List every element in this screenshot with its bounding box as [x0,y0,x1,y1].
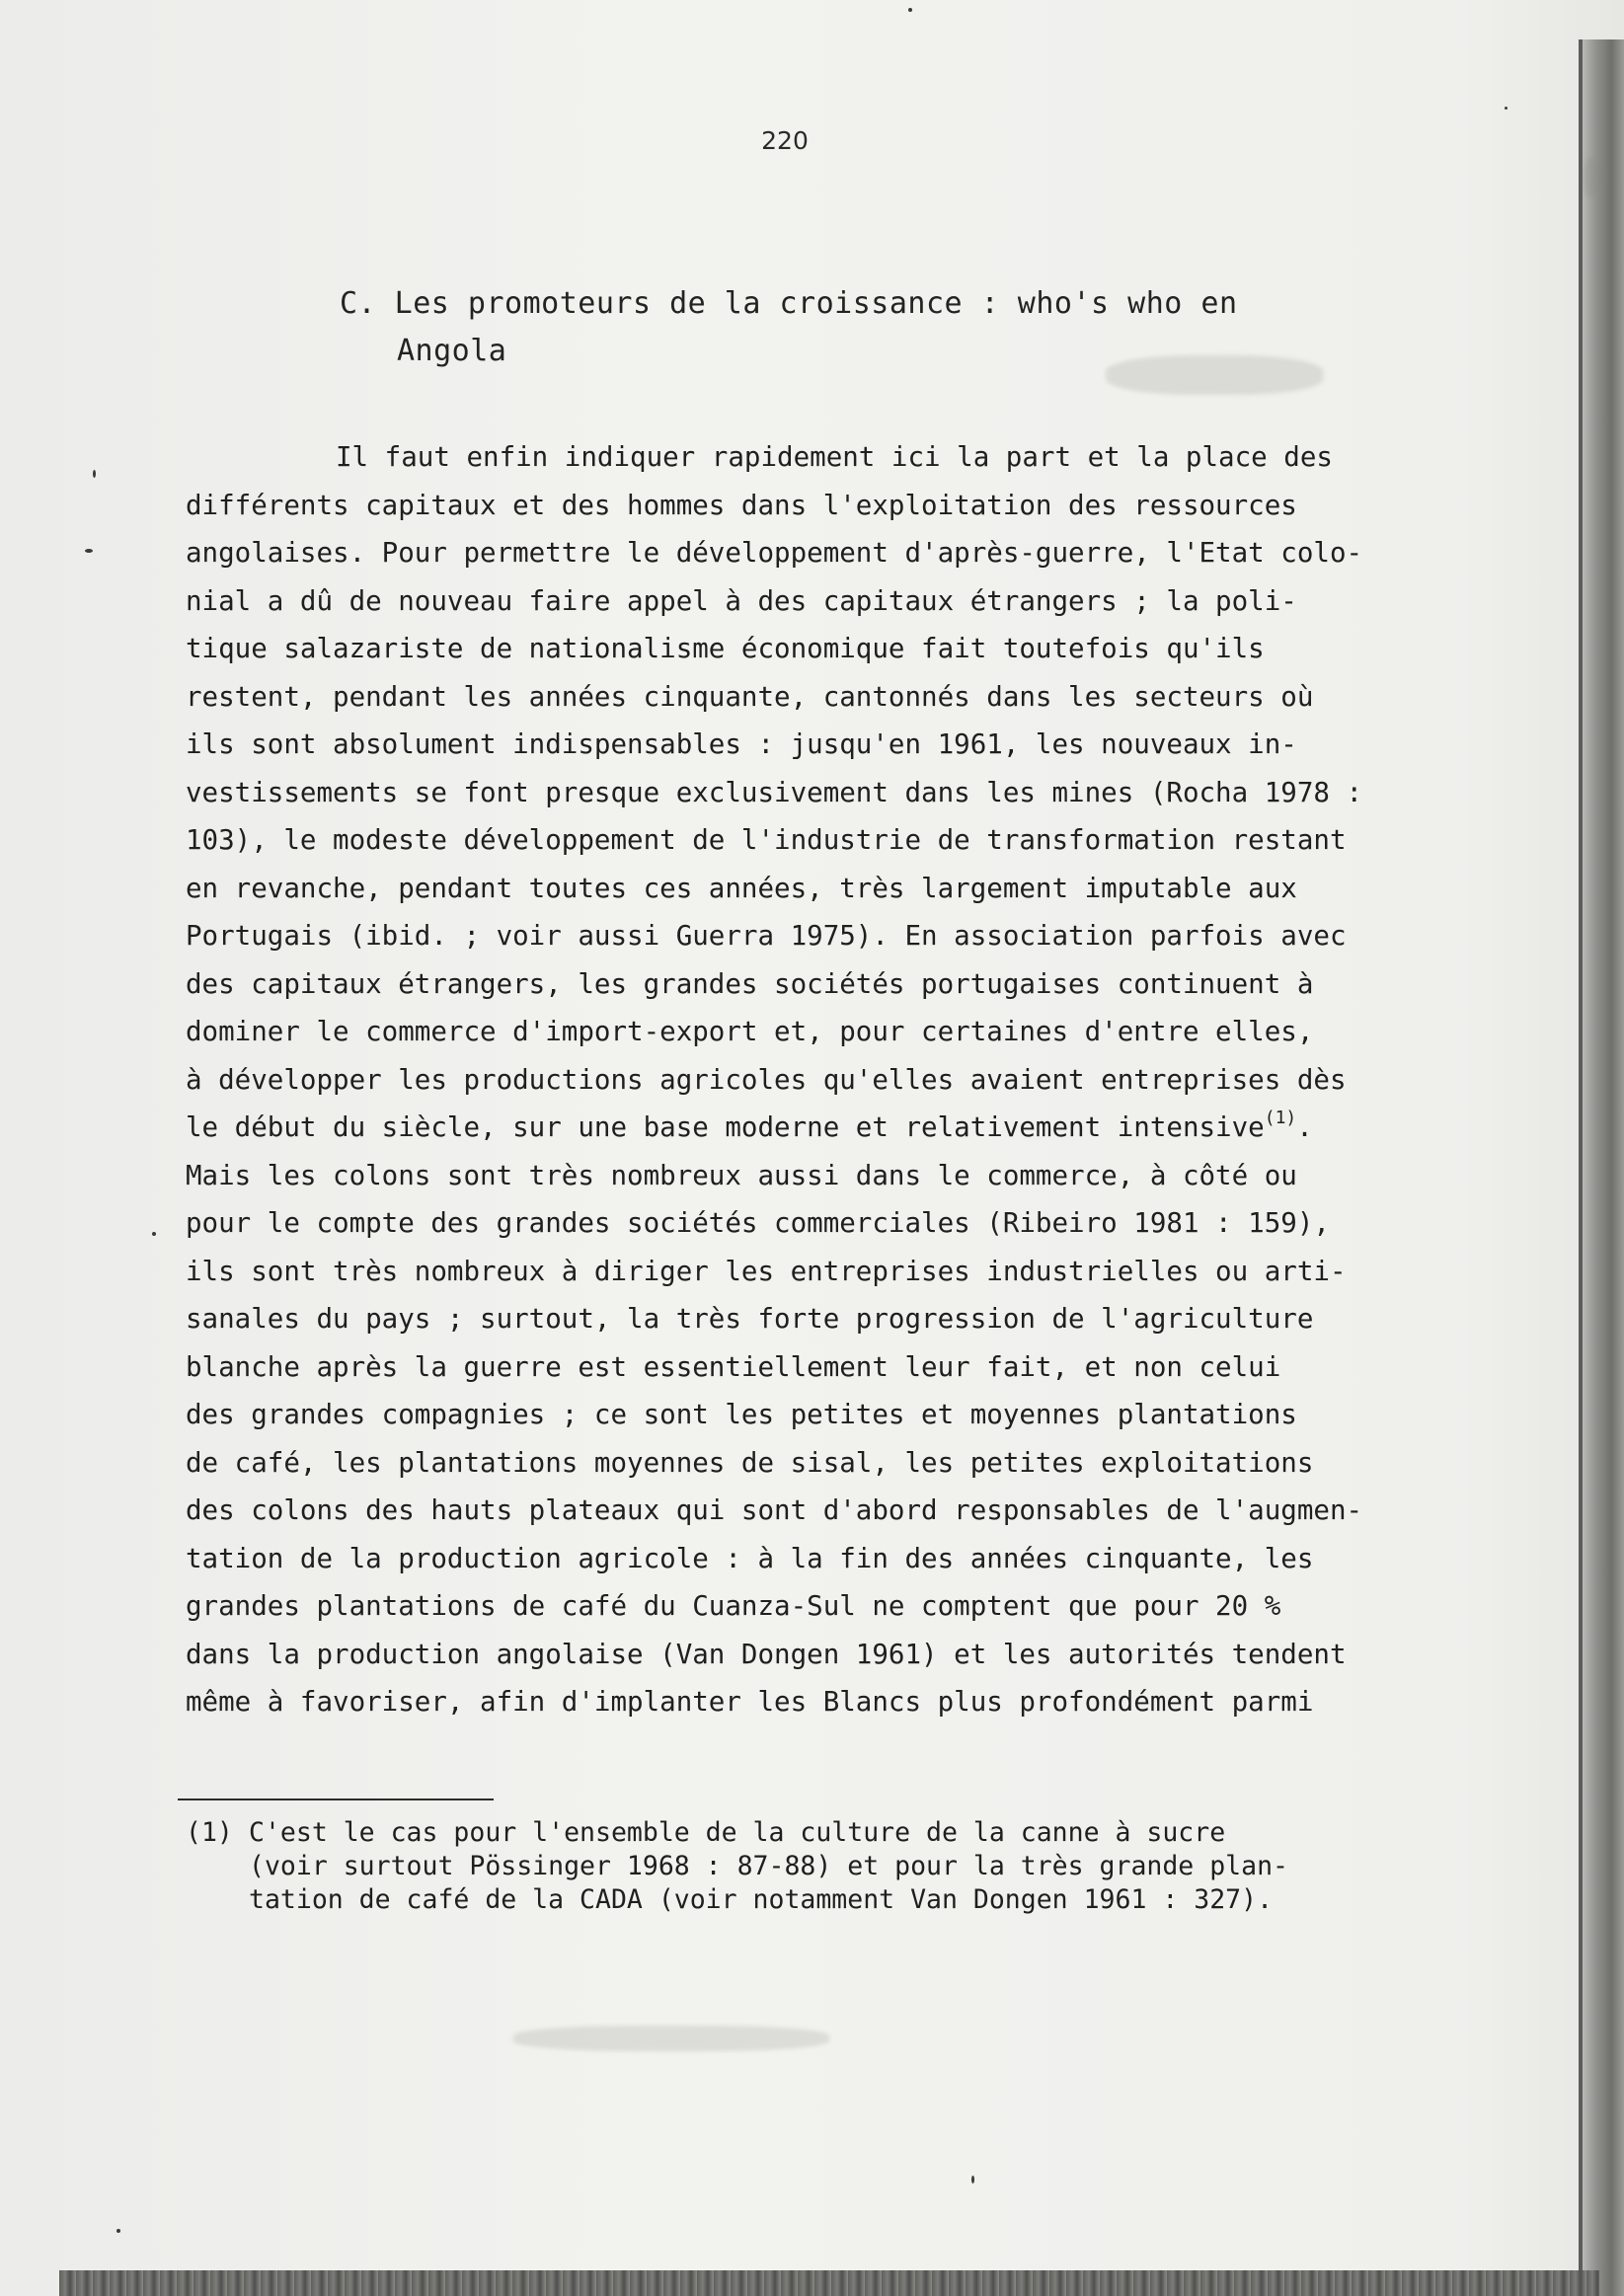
scan-edge-shadow-bottom [59,2270,1599,2296]
body-line: restent, pendant les années cinquante, cantonnés dans les secteurs où [186,680,1314,713]
scan-smudge [1584,158,1597,197]
body-line-with-footnote-ref [186,1104,1400,1152]
body-line: tique salazariste de nationalisme économique fait toutefois qu'ils [186,633,1265,664]
body-line: à développer les productions agricoles qu'elles avaient entreprises dès [186,1063,1347,1096]
body-line: ils sont absolument indispensables : jusqu'en 1961, les nouveaux in- [186,728,1297,760]
body-line: tation de la production agricole : à la fin des années cinquante, les [186,1542,1314,1574]
scan-speck [116,2229,120,2233]
scan-smudge [1106,355,1323,395]
body-line: Mais les colons sont très nombreux aussi dans le commerce, à côté ou [186,1159,1297,1191]
footnote-reference-trailer: . [1296,1111,1313,1143]
scan-speck [152,1232,156,1236]
body-line: angolaises. Pour permettre le développement d'après-guerre, l'Etat colo- [186,537,1363,569]
body-line: blanche après la guerre est essentiellement leur fait, et non celui [186,1350,1281,1383]
body-line: dominer le commerce d'import-export et, pour certaines d'entre elles, [186,1016,1314,1047]
footnote-text: C'est le cas pour l'ensemble de la culture de la canne à sucre [249,1817,1226,1848]
scan-smudge [513,2026,829,2051]
scan-speck [85,549,93,553]
body-line-text: le début du siècle, sur une base moderne et relativement intensive [186,1111,1265,1143]
body-line: ils sont très nombreux à diriger les entreprises industrielles ou arti- [186,1255,1347,1287]
section-heading-line-2: Angola [397,334,507,368]
footnote-marker: (1) [186,1817,233,1848]
body-line: des grandes compagnies ; ce sont les petites et moyennes plantations [186,1399,1297,1430]
page-number: 220 [761,126,809,155]
body-line: 103), le modeste développement de l'industrie de transformation restant [186,824,1347,856]
body-line: différents capitaux et des hommes dans l'exploitation des ressources [186,489,1297,521]
body-line: dans la production angolaise (Van Dongen 1961) et les autorités tendent [186,1638,1347,1670]
footnote-separator [178,1799,494,1800]
scan-speck [93,470,96,478]
body-line: Il faut enfin indiquer rapidement ici la part et la place des [336,441,1333,473]
body-line: sanales du pays ; surtout, la très forte progression de l'agriculture [186,1303,1314,1335]
body-line: même à favoriser, afin d'implanter les Blancs plus profondément parmi [186,1686,1314,1718]
body-line: nial a dû de nouveau faire appel à des capitaux étrangers ; la poli- [186,584,1297,617]
footnote-reference: (1) [1264,1108,1297,1128]
scan-speck [1505,107,1508,110]
body-line: pour le compte des grandes sociétés commerciales (Ribeiro 1981 : 159), [186,1207,1330,1239]
footnote-line-1 [186,1816,1370,1850]
body-line: Portugais (ibid. ; voir aussi Guerra 1975). En association parfois avec [186,920,1347,952]
footnote [186,1816,1370,1917]
scan-edge-shadow-right [1583,39,1624,2296]
scan-speck [971,2176,974,2183]
section-heading-line-1: C. Les promoteurs de la croissance : who's who en [340,286,1238,321]
body-paragraph [186,433,1400,1726]
scan-edge-line-right [1579,39,1583,2296]
footnote-line-3: tation de café de la CADA (voir notamment Van Dongen 1961 : 327). [249,1884,1274,1915]
body-line: des capitaux étrangers, les grandes sociétés portugaises continuent à [186,967,1314,1000]
body-line: en revanche, pendant toutes ces années, très largement imputable aux [186,872,1297,904]
footnote-line-2: (voir surtout Pössinger 1968 : 87-88) et pour la très grande plan- [249,1851,1288,1881]
scan-speck [908,8,912,12]
body-line: de café, les plantations moyennes de sisal, les petites exploitations [186,1446,1314,1479]
body-line: des colons des hauts plateaux qui sont d'abord responsables de l'augmen- [186,1494,1363,1526]
body-line: vestissements se font presque exclusivement dans les mines (Rocha 1978 : [186,776,1363,808]
body-line: grandes plantations de café du Cuanza-Sul ne comptent que pour 20 % [186,1590,1281,1622]
